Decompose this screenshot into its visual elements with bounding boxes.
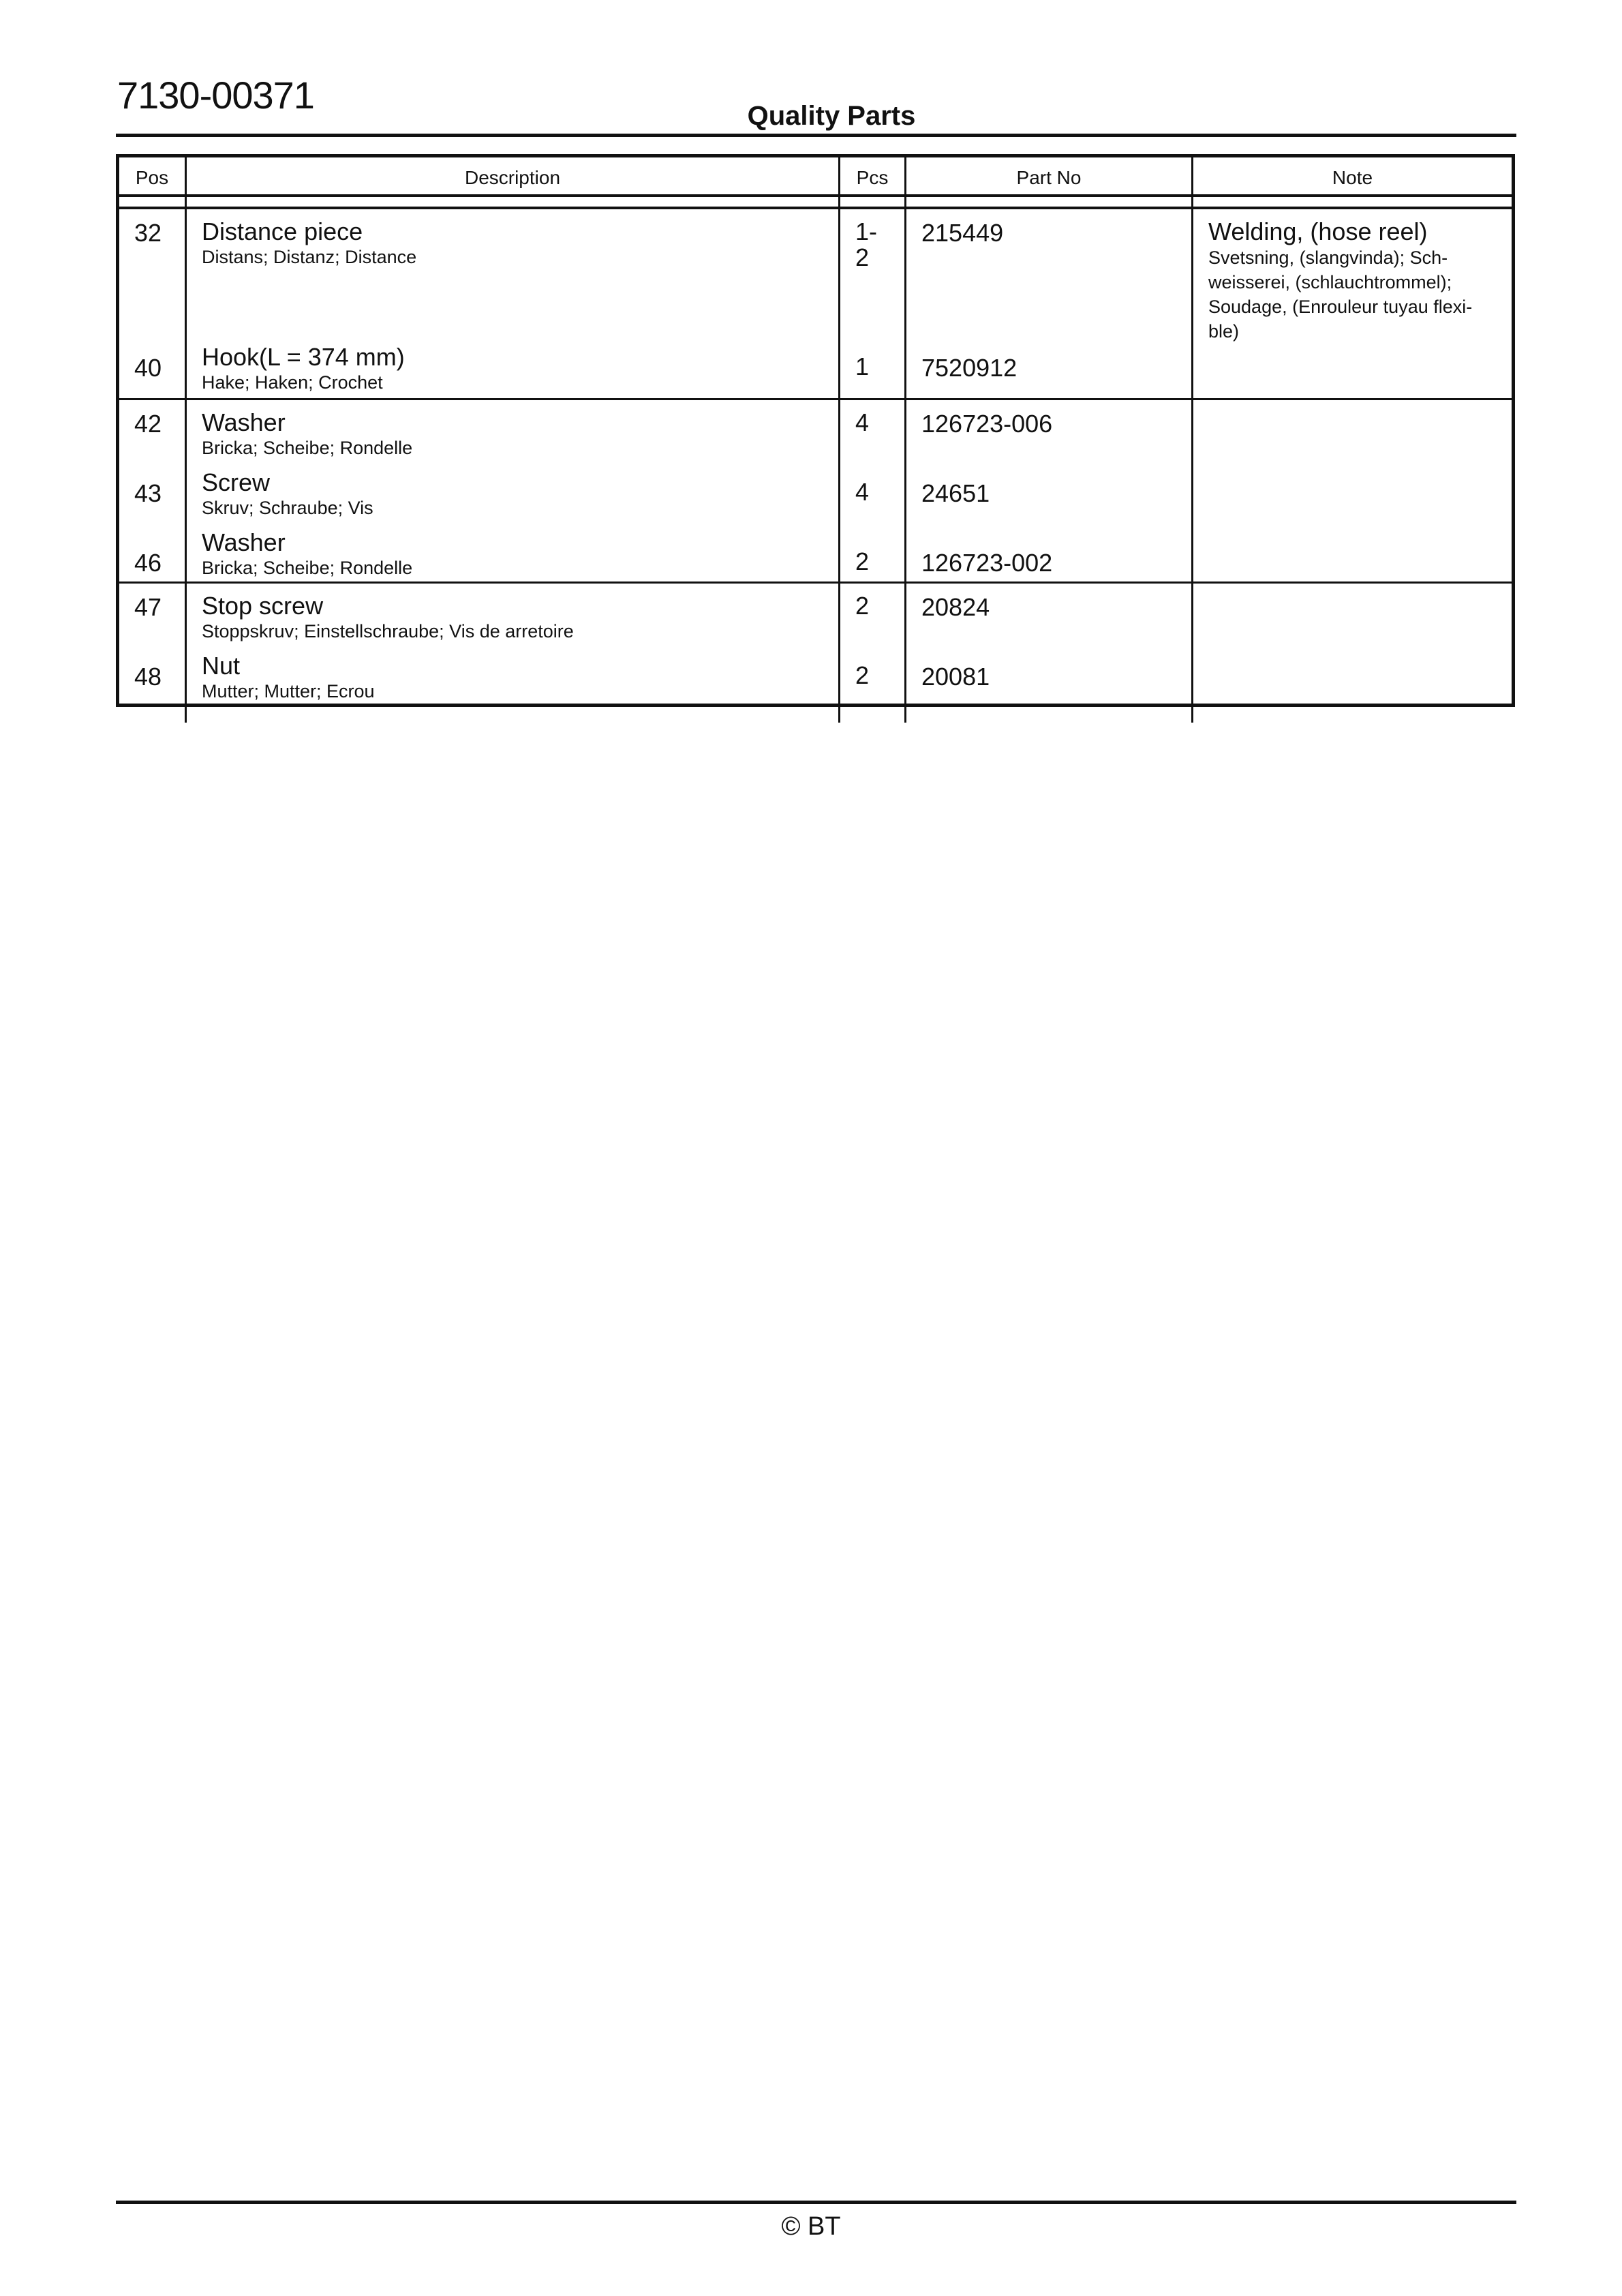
- pcs-cell: [838, 400, 904, 609]
- column-header-note: Note: [1191, 157, 1512, 194]
- note-cell: [1191, 584, 1512, 723]
- page-title: [0, 102, 1622, 130]
- spacer-cell: [838, 197, 904, 207]
- part-number: 24651: [921, 479, 990, 507]
- part-number: 126723-006: [921, 410, 1053, 438]
- parts-table: [116, 154, 1515, 707]
- description-cell: [185, 584, 838, 723]
- pos-value: 43: [134, 479, 162, 507]
- description-main: Washer: [202, 408, 286, 436]
- pos-cell: [119, 209, 185, 414]
- pos-value: 48: [134, 663, 162, 691]
- note-cell: [1191, 209, 1512, 414]
- pos-value: 47: [134, 593, 162, 621]
- pos-value: 32: [134, 219, 162, 247]
- pcs-value: 2: [855, 547, 870, 575]
- description-translations: Hake; Haken; Crochet: [202, 372, 383, 393]
- document-number: 7130-00371: [117, 74, 314, 117]
- part-number: 20824: [921, 593, 990, 621]
- note-main: Welding, (hose reel): [1208, 217, 1428, 245]
- pos-value: 40: [134, 354, 162, 382]
- table-row: [187, 209, 838, 335]
- note-translations: Svetsning, (slangvinda); Sch-weisserei, (schlauchtrommel); Soudage, (Enrouleur tuyau flexi-ble): [1208, 247, 1473, 342]
- pcs-value: 1: [855, 352, 870, 380]
- table-row: [187, 644, 838, 704]
- pcs-value: 4: [855, 408, 870, 436]
- note-cell: [1191, 400, 1512, 609]
- pos-cell: [119, 400, 185, 609]
- header-divider: [116, 134, 1516, 137]
- description-translations: Bricka; Scheibe; Rondelle: [202, 437, 413, 458]
- description-cell: [185, 400, 838, 609]
- description-main: Stop screw: [202, 592, 324, 620]
- table-header-row: [119, 157, 1512, 197]
- note-main: [1193, 584, 1512, 593]
- part-no-cell: [904, 584, 1191, 723]
- column-header-description: Description: [185, 157, 838, 194]
- part-number: 215449: [921, 219, 1004, 247]
- pcs-cell: [838, 584, 904, 723]
- part-no-cell: [904, 400, 1191, 609]
- footer-divider: [116, 2201, 1516, 2204]
- part-number: 126723-002: [921, 549, 1053, 577]
- description-main: Distance piece: [202, 217, 363, 245]
- pos-cell: [119, 584, 185, 723]
- pcs-value: 2: [855, 661, 870, 689]
- column-header-pcs: Pcs: [838, 157, 904, 194]
- table-row: [187, 335, 838, 395]
- spacer-cell: [904, 197, 1191, 207]
- column-header-pos: Pos: [135, 167, 169, 188]
- description-main: Screw: [202, 468, 271, 496]
- description-translations: Stoppskruv; Einstellschraube; Vis de arretoire: [202, 620, 574, 641]
- description-main: Nut: [202, 652, 241, 680]
- pcs-cell: [838, 209, 904, 414]
- description-translations: Skruv; Schraube; Vis: [202, 497, 373, 518]
- copyright: © BT: [781, 2212, 841, 2241]
- part-number: 7520912: [921, 354, 1017, 382]
- table-row: [187, 400, 838, 460]
- spacer-cell: [119, 197, 185, 207]
- pos-value: 46: [134, 549, 162, 577]
- table-group: [119, 584, 1512, 704]
- description-translations: Mutter; Mutter; Ecrou: [202, 680, 375, 701]
- description-translations: Bricka; Scheibe; Rondelle: [202, 557, 413, 578]
- pcs-value: 2: [855, 592, 870, 620]
- table-row: [187, 584, 838, 644]
- description-translations: Distans; Distanz; Distance: [202, 246, 417, 267]
- spacer-cell: [1191, 197, 1512, 207]
- table-group: [119, 209, 1512, 400]
- table-row: [187, 460, 838, 520]
- note-main: [1193, 400, 1512, 410]
- description-cell: [185, 209, 838, 414]
- description-main: Hook(L = 374 mm): [202, 343, 405, 371]
- page-title-text: Quality Parts: [747, 101, 916, 131]
- table-row: [187, 520, 838, 580]
- part-number: 20081: [921, 663, 990, 691]
- pos-value: 42: [134, 410, 162, 438]
- spacer-cell: [185, 197, 838, 207]
- pcs-value: 1-2: [855, 217, 878, 271]
- pcs-value: 4: [855, 478, 870, 506]
- column-header-part-no: Part No: [904, 157, 1191, 194]
- header-spacer: [119, 197, 1512, 209]
- part-no-cell: [904, 209, 1191, 414]
- table-group: [119, 400, 1512, 584]
- description-main: Washer: [202, 528, 286, 556]
